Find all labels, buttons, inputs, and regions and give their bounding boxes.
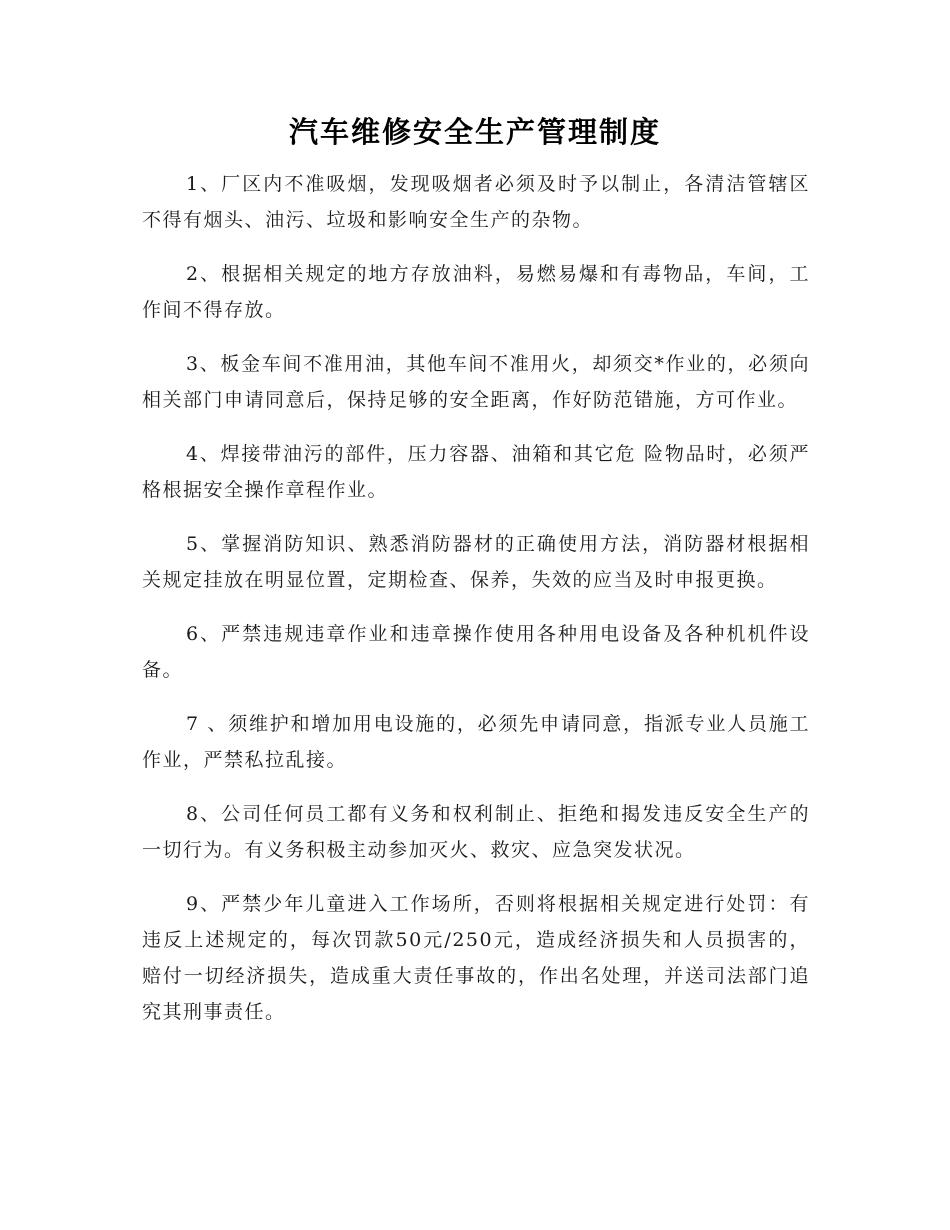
paragraph-4: 4、焊接带油污的部件，压力容器、油箱和其它危 险物品时，必须严格根据安全操作章程作业。: [142, 443, 810, 501]
paragraph-9: 9、严禁少年儿童进入工作场所，否则将根据相关规定进行处罚：有违反上述规定的，每次罚款50元/250元，造成经济损失和人员损害的，赔付一切经济损失，造成重大责任事故的，作出名处理，并送司法部门追究其刑事责任。: [142, 893, 810, 1023]
paragraph-1: 1、厂区内不准吸烟，发现吸烟者必须及时予以制止，各清洁管辖区不得有烟头、油污、垃圾和影响安全生产的杂物。: [142, 173, 810, 231]
document-body: [142, 166, 810, 1048]
paragraph-7: 7 、须维护和增加用电设施的，必须先申请同意，指派专业人员施工作业，严禁私拉乱接。: [142, 713, 810, 771]
paragraph-6: 6、严禁违规违章作业和违章操作使用各种用电设备及各种机机件设备。: [142, 623, 810, 681]
paragraph-5: 5、掌握消防知识、熟悉消防器材的正确使用方法，消防器材根据相关规定挂放在明显位置，定期检查、保养，失效的应当及时申报更换。: [142, 533, 810, 591]
document-title: 汽车维修安全生产管理制度: [288, 115, 661, 149]
paragraph-3: 3、板金车间不准用油，其他车间不准用火，却须交*作业的，必须向相关部门申请同意后，保持足够的安全距离，作好防范错施，方可作业。: [142, 353, 810, 411]
paragraph-2: 2、根据相关规定的地方存放油料，易燃易爆和有毒物品，车间，工作间不得存放。: [142, 263, 810, 321]
paragraph-8: 8、公司任何员工都有义务和权利制止、拒绝和揭发违反安全生产的一切行为。有义务积极主动参加灭火、救灾、应急突发状况。: [142, 803, 810, 861]
